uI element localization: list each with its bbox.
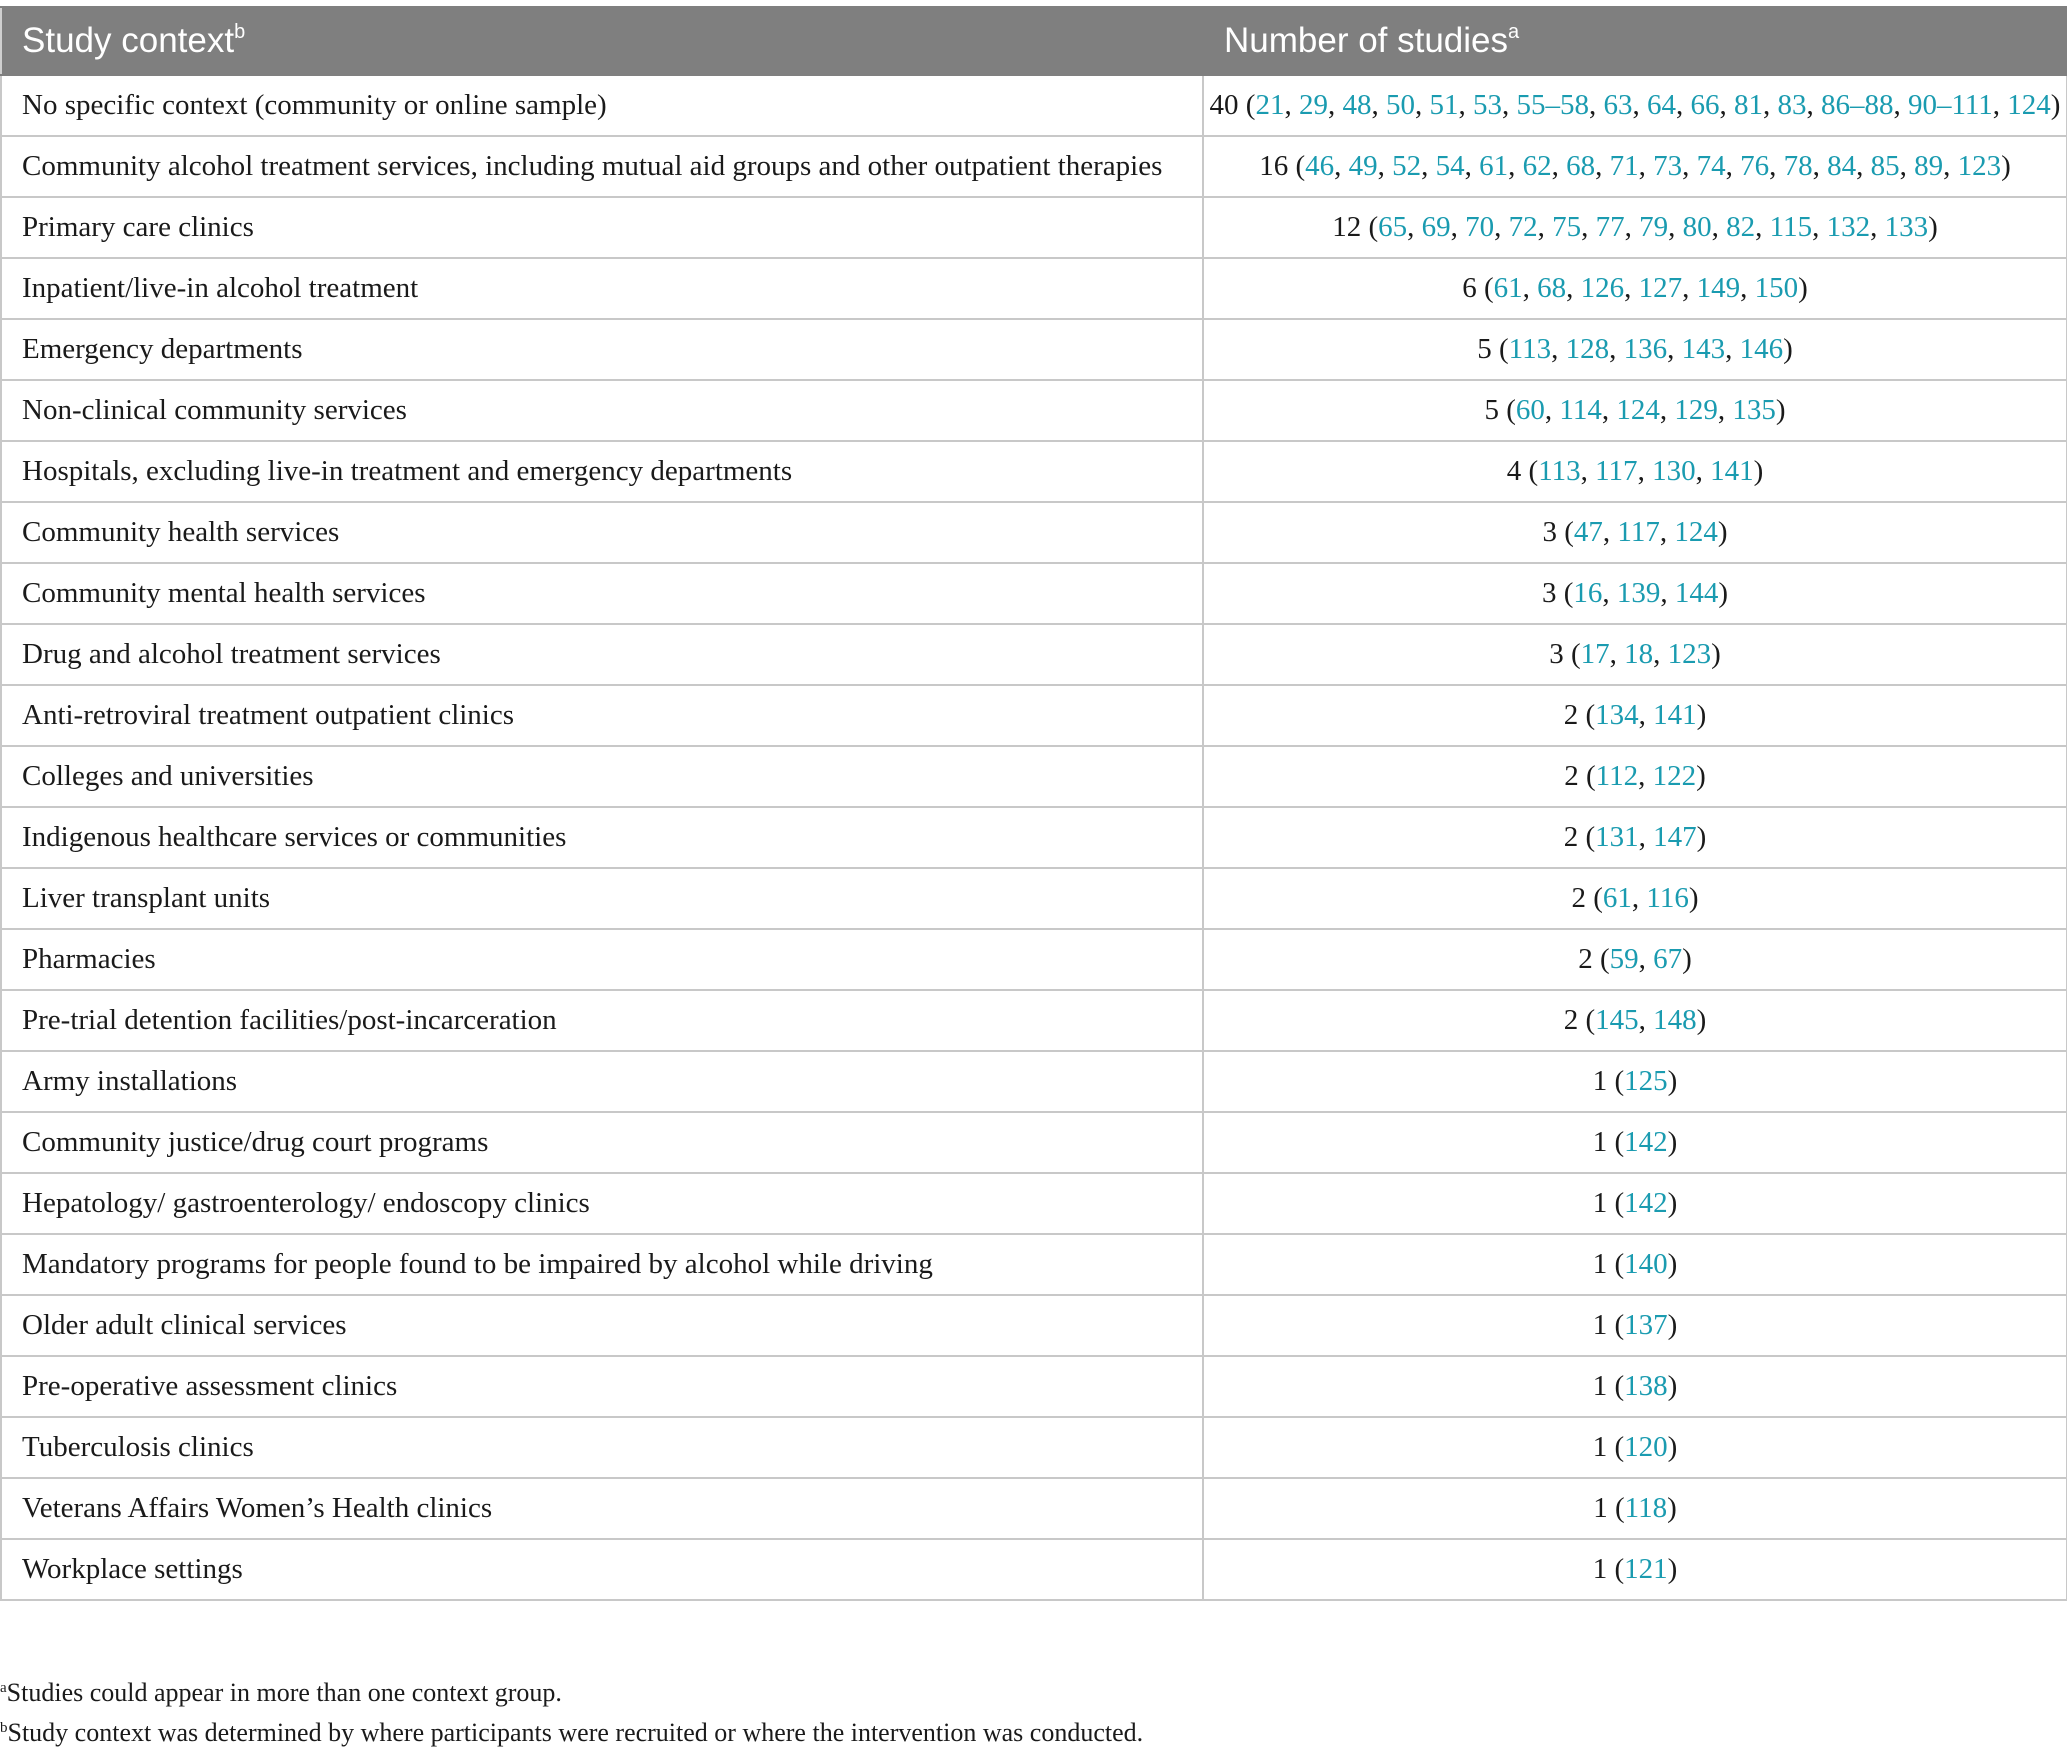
study-context-cell: Liver transplant units — [1, 868, 1203, 929]
reference-link[interactable]: 63 — [1603, 89, 1633, 121]
study-count: 2 — [1563, 1004, 1579, 1036]
number-of-studies-cell: 1 (120) — [1203, 1417, 2067, 1478]
reference-link[interactable]: 126 — [1580, 272, 1625, 304]
reference-link[interactable]: 133 — [1884, 211, 1929, 243]
reference-link[interactable]: 54 — [1435, 150, 1465, 182]
table-footnotes — [0, 1668, 1143, 1748]
reference-link[interactable]: 123 — [1957, 150, 2002, 182]
table-row — [1, 1356, 2067, 1417]
study-count: 3 — [1542, 516, 1557, 548]
reference-link[interactable]: 60 — [1515, 394, 1545, 426]
reference-link[interactable]: 17 — [1580, 638, 1610, 670]
reference-link[interactable]: 140 — [1624, 1248, 1668, 1280]
study-context-cell: Colleges and universities — [1, 746, 1203, 807]
table-row — [1, 1051, 2067, 1112]
reference-link[interactable]: 86–88 — [1820, 89, 1894, 121]
table-row — [1, 1478, 2067, 1539]
reference-link[interactable]: 127 — [1638, 272, 1683, 304]
number-of-studies-cell: 1 (118) — [1203, 1478, 2067, 1539]
study-count: 4 — [1506, 455, 1522, 487]
reference-link[interactable]: 18 — [1624, 638, 1654, 670]
reference-link[interactable]: 117 — [1595, 455, 1638, 487]
reference-link[interactable]: 142 — [1624, 1126, 1668, 1158]
table-row — [1, 319, 2067, 380]
study-count: 1 — [1592, 1248, 1608, 1280]
study-context-cell: Pharmacies — [1, 929, 1203, 990]
study-context-cell: Community mental health services — [1, 563, 1203, 624]
reference-link[interactable]: 85 — [1870, 150, 1900, 182]
reference-link[interactable]: 130 — [1652, 455, 1696, 487]
number-of-studies-cell: 1 (142) — [1203, 1112, 2067, 1173]
reference-link[interactable]: 112 — [1595, 760, 1639, 792]
reference-link[interactable]: 150 — [1754, 272, 1799, 304]
footnote-b — [0, 1708, 1143, 1748]
reference-link[interactable]: 53 — [1472, 89, 1502, 121]
reference-link[interactable]: 124 — [1674, 516, 1718, 548]
reference-link[interactable]: 78 — [1783, 150, 1813, 182]
study-context-table — [0, 6, 2067, 1601]
number-of-studies-cell: 4 (113, 117, 130, 141) — [1203, 441, 2067, 502]
reference-link[interactable]: 146 — [1739, 333, 1784, 365]
reference-link[interactable]: 70 — [1465, 211, 1495, 243]
reference-link[interactable]: 80 — [1682, 211, 1712, 243]
reference-link[interactable]: 84 — [1827, 150, 1857, 182]
reference-link[interactable]: 81 — [1733, 89, 1763, 121]
table-row — [1, 136, 2067, 197]
number-of-studies-cell: 1 (121) — [1203, 1539, 2067, 1600]
reference-link[interactable]: 68 — [1566, 150, 1596, 182]
table-row — [1, 1539, 2067, 1600]
reference-link[interactable]: 113 — [1538, 455, 1581, 487]
reference-link[interactable]: 49 — [1348, 150, 1378, 182]
footnote-text: Study context was determined by where participants were recruited or where the intervention was conducted. — [7, 1718, 1144, 1747]
reference-link[interactable]: 76 — [1740, 150, 1770, 182]
study-count: 2 — [1563, 699, 1579, 731]
table-row — [1, 1417, 2067, 1478]
reference-link[interactable]: 73 — [1653, 150, 1683, 182]
reference-link[interactable]: 128 — [1565, 333, 1610, 365]
header-row — [1, 7, 2067, 75]
table-header — [1, 7, 2067, 75]
reference-link[interactable]: 75 — [1552, 211, 1582, 243]
reference-link[interactable]: 147 — [1653, 821, 1697, 853]
reference-link[interactable]: 113 — [1508, 333, 1552, 365]
table-row — [1, 746, 2067, 807]
study-count: 5 — [1477, 333, 1492, 365]
study-count: 1 — [1593, 1492, 1608, 1524]
number-of-studies-cell: 1 (125) — [1203, 1051, 2067, 1112]
study-context-cell: Hepatology/ gastroenterology/ endoscopy clinics — [1, 1173, 1203, 1234]
reference-link[interactable]: 82 — [1726, 211, 1756, 243]
number-of-studies-cell: 1 (142) — [1203, 1173, 2067, 1234]
reference-link[interactable]: 67 — [1653, 943, 1683, 975]
study-count: 16 — [1259, 150, 1289, 182]
study-context-cell: No specific context (community or online sample) — [1, 75, 1203, 136]
reference-link[interactable]: 51 — [1429, 89, 1459, 121]
study-context-cell: Veterans Affairs Women’s Health clinics — [1, 1478, 1203, 1539]
study-context-cell: Inpatient/live-in alcohol treatment — [1, 258, 1203, 319]
study-context-cell: Emergency departments — [1, 319, 1203, 380]
reference-link[interactable]: 149 — [1696, 272, 1741, 304]
reference-link[interactable]: 136 — [1623, 333, 1668, 365]
reference-link[interactable]: 52 — [1392, 150, 1422, 182]
reference-link[interactable]: 21 — [1255, 89, 1285, 121]
study-count: 3 — [1549, 638, 1564, 670]
table-row — [1, 75, 2067, 136]
study-count: 1 — [1592, 1126, 1608, 1158]
reference-link[interactable]: 48 — [1342, 89, 1372, 121]
table-row — [1, 1173, 2067, 1234]
study-count: 1 — [1592, 1553, 1608, 1585]
study-context-cell: Pre-trial detention facilities/post-incarceration — [1, 990, 1203, 1051]
table-row — [1, 685, 2067, 746]
header-number-of-studies-label: Number of studies — [1224, 21, 1509, 60]
header-study-context-footnote-mark: b — [234, 21, 246, 43]
study-context-cell: Community justice/drug court programs — [1, 1112, 1203, 1173]
footnote-mark: b — [0, 1720, 8, 1736]
table-row — [1, 502, 2067, 563]
reference-link[interactable]: 115 — [1769, 211, 1813, 243]
reference-link[interactable]: 117 — [1617, 516, 1660, 548]
study-count: 1 — [1592, 1065, 1608, 1097]
reference-link[interactable]: 148 — [1653, 1004, 1697, 1036]
study-count: 2 — [1578, 943, 1593, 975]
footnote-text: Studies could appear in more than one context group. — [6, 1678, 562, 1707]
reference-link[interactable]: 129 — [1674, 394, 1718, 426]
study-context-cell: Army installations — [1, 1051, 1203, 1112]
reference-link[interactable]: 62 — [1522, 150, 1552, 182]
study-context-cell: Community health services — [1, 502, 1203, 563]
table-row — [1, 1112, 2067, 1173]
number-of-studies-cell: 12 (65, 69, 70, 72, 75, 77, 79, 80, 82, 115, 132, 133) — [1203, 197, 2067, 258]
number-of-studies-cell: 40 (21, 29, 48, 50, 51, 53, 55–58, 63, 64, 66, 81, 83, 86–88, 90–111, 124) — [1203, 75, 2067, 136]
reference-link[interactable]: 61 — [1602, 882, 1632, 914]
study-context-cell: Older adult clinical services — [1, 1295, 1203, 1356]
reference-link[interactable]: 66 — [1690, 89, 1720, 121]
reference-link[interactable]: 65 — [1378, 211, 1408, 243]
reference-link[interactable]: 74 — [1696, 150, 1726, 182]
study-context-cell: Drug and alcohol treatment services — [1, 624, 1203, 685]
reference-link[interactable]: 118 — [1624, 1492, 1668, 1524]
study-count: 12 — [1332, 211, 1362, 243]
reference-link[interactable]: 144 — [1674, 577, 1719, 609]
reference-link[interactable]: 145 — [1595, 1004, 1639, 1036]
number-of-studies-cell: 2 (59, 67) — [1203, 929, 2067, 990]
reference-link[interactable]: 59 — [1609, 943, 1639, 975]
reference-link[interactable]: 137 — [1624, 1309, 1668, 1341]
study-context-cell: Non-clinical community services — [1, 380, 1203, 441]
reference-link[interactable]: 121 — [1624, 1553, 1668, 1585]
number-of-studies-cell: 2 (61, 116) — [1203, 868, 2067, 929]
reference-link[interactable]: 125 — [1624, 1065, 1668, 1097]
reference-link[interactable]: 89 — [1914, 150, 1944, 182]
number-of-studies-cell: 3 (17, 18, 123) — [1203, 624, 2067, 685]
reference-link[interactable]: 50 — [1385, 89, 1415, 121]
header-study-context-label: Study context — [22, 21, 235, 60]
table-row — [1, 1295, 2067, 1356]
reference-link[interactable]: 61 — [1493, 272, 1523, 304]
reference-link[interactable]: 29 — [1298, 89, 1328, 121]
table-row — [1, 868, 2067, 929]
number-of-studies-cell: 2 (112, 122) — [1203, 746, 2067, 807]
number-of-studies-cell: 2 (145, 148) — [1203, 990, 2067, 1051]
table-row — [1, 990, 2067, 1051]
number-of-studies-cell: 6 (61, 68, 126, 127, 149, 150) — [1203, 258, 2067, 319]
number-of-studies-cell: 5 (60, 114, 124, 129, 135) — [1203, 380, 2067, 441]
table-row — [1, 929, 2067, 990]
reference-link[interactable]: 114 — [1559, 394, 1602, 426]
reference-link[interactable]: 16 — [1573, 577, 1603, 609]
reference-link[interactable]: 46 — [1305, 150, 1335, 182]
study-count: 5 — [1484, 394, 1499, 426]
reference-link[interactable]: 135 — [1732, 394, 1776, 426]
study-context-cell: Tuberculosis clinics — [1, 1417, 1203, 1478]
footnote-mark: a — [0, 1680, 7, 1696]
table-row — [1, 563, 2067, 624]
study-count: 6 — [1462, 272, 1477, 304]
header-number-of-studies — [1203, 7, 2067, 75]
reference-link[interactable]: 79 — [1639, 211, 1669, 243]
study-context-cell: Hospitals, excluding live-in treatment and emergency departments — [1, 441, 1203, 502]
table-row — [1, 197, 2067, 258]
study-context-cell: Indigenous healthcare services or communities — [1, 807, 1203, 868]
study-count: 1 — [1592, 1309, 1608, 1341]
reference-link[interactable]: 47 — [1573, 516, 1603, 548]
study-count: 3 — [1541, 577, 1557, 609]
study-context-cell: Mandatory programs for people found to be impaired by alcohol while driving — [1, 1234, 1203, 1295]
reference-link[interactable]: 83 — [1777, 89, 1807, 121]
reference-link[interactable]: 142 — [1624, 1187, 1668, 1219]
reference-link[interactable]: 68 — [1537, 272, 1567, 304]
study-count: 2 — [1564, 760, 1579, 792]
study-context-cell: Pre-operative assessment clinics — [1, 1356, 1203, 1417]
reference-link[interactable]: 139 — [1616, 577, 1661, 609]
reference-link[interactable]: 123 — [1667, 638, 1712, 670]
study-count: 1 — [1592, 1431, 1608, 1463]
study-count: 1 — [1592, 1187, 1608, 1219]
reference-link[interactable]: 116 — [1646, 882, 1689, 914]
reference-link[interactable]: 120 — [1624, 1431, 1668, 1463]
number-of-studies-cell: 2 (134, 141) — [1203, 685, 2067, 746]
study-count: 1 — [1592, 1370, 1608, 1402]
study-context-cell: Anti-retroviral treatment outpatient clinics — [1, 685, 1203, 746]
study-context-cell: Community alcohol treatment services, including mutual aid groups and other outpatient therapies — [1, 136, 1203, 197]
reference-link[interactable]: 72 — [1508, 211, 1538, 243]
study-context-cell: Primary care clinics — [1, 197, 1203, 258]
number-of-studies-cell: 2 (131, 147) — [1203, 807, 2067, 868]
study-count: 2 — [1563, 821, 1579, 853]
study-context-cell: Workplace settings — [1, 1539, 1203, 1600]
reference-link[interactable]: 124 — [2007, 89, 2051, 121]
table-row — [1, 807, 2067, 868]
number-of-studies-cell: 3 (16, 139, 144) — [1203, 563, 2067, 624]
table-row — [1, 441, 2067, 502]
number-of-studies-cell: 16 (46, 49, 52, 54, 61, 62, 68, 71, 73, 74, 76, 78, 84, 85, 89, 123) — [1203, 136, 2067, 197]
reference-link[interactable]: 138 — [1624, 1370, 1668, 1402]
number-of-studies-cell: 5 (113, 128, 136, 143, 146) — [1203, 319, 2067, 380]
reference-link[interactable]: 55–58 — [1516, 89, 1589, 121]
table-row — [1, 1234, 2067, 1295]
table-body — [1, 75, 2067, 1600]
reference-link[interactable]: 90–111 — [1907, 89, 1993, 121]
number-of-studies-cell: 1 (138) — [1203, 1356, 2067, 1417]
reference-link[interactable]: 124 — [1616, 394, 1660, 426]
header-number-of-studies-footnote-mark: a — [1508, 21, 1520, 43]
reference-link[interactable]: 141 — [1653, 699, 1697, 731]
reference-link[interactable]: 71 — [1609, 150, 1639, 182]
reference-link[interactable]: 131 — [1595, 821, 1639, 853]
number-of-studies-cell: 3 (47, 117, 124) — [1203, 502, 2067, 563]
reference-link[interactable]: 64 — [1646, 89, 1676, 121]
reference-link[interactable]: 122 — [1652, 760, 1697, 792]
table-row — [1, 624, 2067, 685]
footnote-a — [0, 1668, 1143, 1708]
number-of-studies-cell: 1 (140) — [1203, 1234, 2067, 1295]
reference-link[interactable]: 143 — [1681, 333, 1726, 365]
reference-link[interactable]: 77 — [1595, 211, 1625, 243]
reference-link[interactable]: 61 — [1479, 150, 1509, 182]
reference-link[interactable]: 69 — [1421, 211, 1451, 243]
reference-link[interactable]: 134 — [1595, 699, 1639, 731]
table-row — [1, 380, 2067, 441]
header-study-context — [1, 7, 1203, 75]
study-count: 2 — [1571, 882, 1586, 914]
reference-link[interactable]: 132 — [1826, 211, 1871, 243]
reference-link[interactable]: 141 — [1710, 455, 1754, 487]
number-of-studies-cell: 1 (137) — [1203, 1295, 2067, 1356]
study-count: 40 — [1209, 89, 1239, 121]
table-row — [1, 258, 2067, 319]
